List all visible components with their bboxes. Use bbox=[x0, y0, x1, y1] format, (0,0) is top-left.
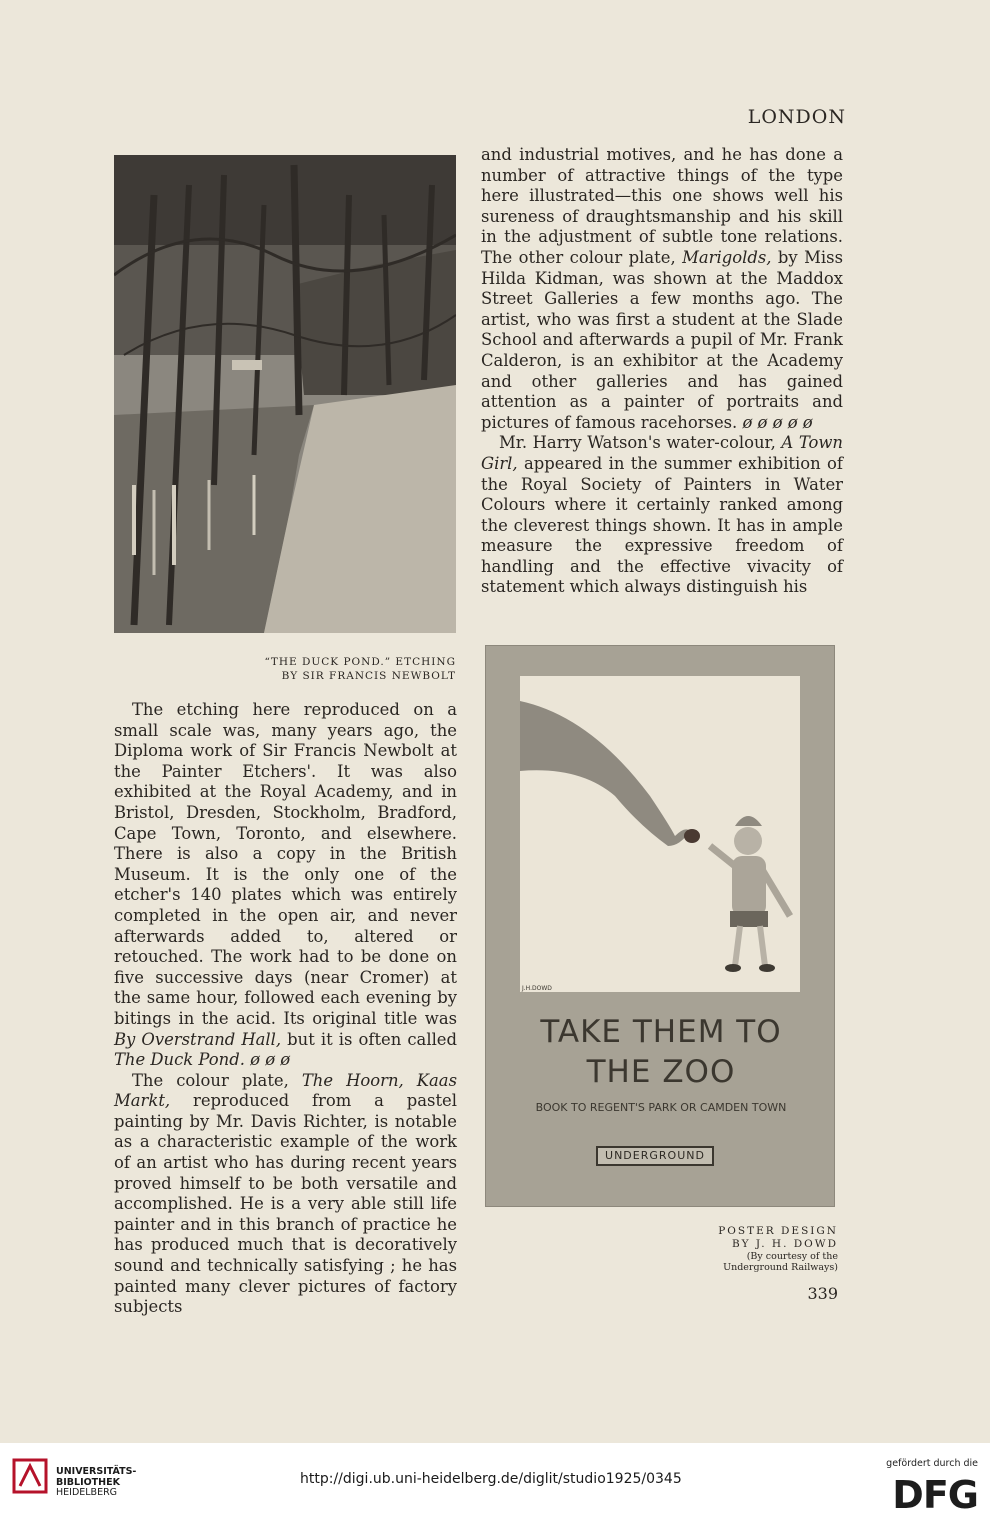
paragraph: and industrial motives, and he has done a number of attractive things of the type here illustrated—this one shows well his sureness of draughtsmanship and his skill in the adjustment of subtle tone relations. The other colour plate, Marigolds, by Miss Hilda Kidman, was shown at the Maddox Street Galleries a few months ago. The artist, who was first a student at the Slade School and afterwards a pupil of Mr. Frank Calderon, is an exhibitor at the Academy and other galleries and has gained attention as a painter of portraits and pictures of famous racehorses. ø ø ø ø ø bbox=[481, 145, 843, 432]
running-head: LONDON bbox=[747, 106, 846, 128]
duck-pond-etching bbox=[114, 155, 456, 633]
paragraph: The etching here reproduced on a small scale was, many years ago, the Diploma work of Sir Francis Newbolt at the Painter Etchers'. It was also exhibited at the Royal Academy, and in Bristol, Dresden, Stockholm, Bradford, Cape Town, Toronto, and elsewhere. There is also a copy in the British Museum. It is the only one of the etcher's 140 plates which was entirely completed in the open air, and never afterwards added to, altered or retouched. The work had to be done on five successive days (near Cromer) at the same hour, followed each evening by bitings in the acid. Its original title was By Overstrand Hall, but it is often called The Duck Pond. ø ø ø bbox=[114, 700, 458, 1070]
institution-name: UNIVERSITÄTS- BIBLIOTHEK HEIDELBERG bbox=[56, 1466, 137, 1498]
ornament: ø ø ø ø ø bbox=[742, 412, 813, 432]
poster-caption: POSTER DESIGN BY J. H. DOWD (By courtesy of the Underground Railways) bbox=[718, 1225, 838, 1273]
zoo-poster bbox=[485, 645, 835, 1207]
poster-illustration bbox=[520, 676, 800, 992]
funding-note: gefördert durch die bbox=[886, 1458, 978, 1469]
paragraph: The colour plate, The Hoorn, Kaas Markt, reproduced from a pastel painting by Mr. Davis Richter, is notable as a characteristic example of the work of an artist who has during recent years proved himself to be both versatile and accomplished. He is a very able still life painter and in this branch of practice he has produced much that is decoratively sound and technically satisfying ; he has painted many clever pictures of factory subjects bbox=[114, 1070, 457, 1317]
ornament: ø ø ø bbox=[250, 1050, 291, 1070]
poster-subtitle: BOOK TO REGENT'S PARK OR CAMDEN TOWN bbox=[535, 1101, 787, 1114]
digitization-footer bbox=[0, 1443, 990, 1523]
etching-caption: “THE DUCK POND.” ETCHING BY SIR FRANCIS NEWBOLT bbox=[264, 656, 456, 682]
source-url[interactable]: http://digi.ub.uni-heidelberg.de/diglit/studio1925/0345 bbox=[300, 1471, 682, 1487]
poster-artist-mark: J.H.DOWD bbox=[522, 985, 552, 992]
university-logo-icon bbox=[12, 1458, 48, 1494]
right-text-column bbox=[481, 145, 843, 598]
dfg-logo: DFG bbox=[892, 1473, 978, 1517]
poster-title-line1: TAKE THEM TO bbox=[540, 1014, 782, 1050]
left-text-column bbox=[114, 700, 457, 1318]
page-number: 339 bbox=[807, 1284, 838, 1303]
underground-badge: UNDERGROUND bbox=[596, 1146, 714, 1166]
paragraph: Mr. Harry Watson's water-colour, A Town Girl, appeared in the summer exhibition of the Royal Society of Painters in Water Colours where it certainly ranked among the cleverest things shown. It has in ample measure the expressive freedom of handling and the effective vivacity of statement which always distinguish his bbox=[481, 433, 843, 597]
poster-title-line2: THE ZOO bbox=[586, 1054, 736, 1090]
